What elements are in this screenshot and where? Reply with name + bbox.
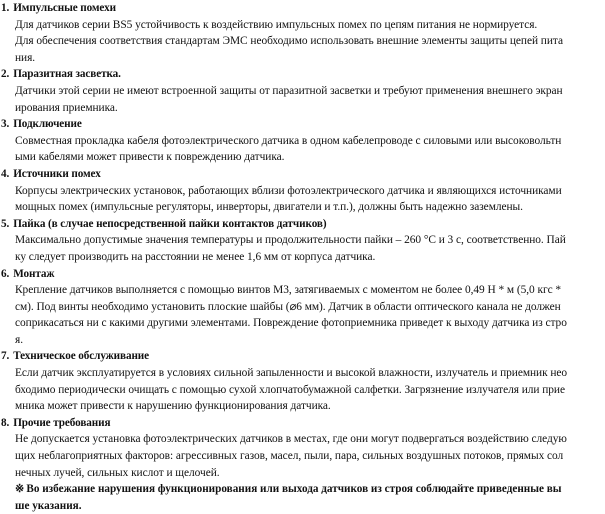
section-number: 2. bbox=[1, 68, 10, 81]
section-body bbox=[15, 17, 605, 67]
section-body bbox=[15, 183, 605, 216]
section-body bbox=[15, 83, 605, 116]
section-heading bbox=[1, 66, 605, 83]
text-line: бходимо периодически очищать с помощью сухой хлопчатобумажной салфетки. Загрязнение излучателя или прие bbox=[15, 383, 565, 396]
section-body bbox=[15, 282, 605, 348]
text-line: Корпусы электрических установок, работающих вблизи фотоэлектрического датчика и являющихся источниками bbox=[15, 184, 562, 197]
text-line: щих неблагоприятных факторов: агрессивных газов, масел, пыли, пара, сильных воздушных потоков, прямых сол bbox=[15, 450, 564, 463]
final-note-line: ше указания. bbox=[15, 499, 82, 512]
section-number: 5. bbox=[1, 217, 10, 230]
text-line: Если датчик эксплуатируется в условиях сильной запыленности и высокой влажности, излучатель и приемник нео bbox=[15, 367, 568, 380]
text-line: нечных лучей, сильных кислот и щелочей. bbox=[15, 466, 220, 479]
text-line: соприкасаться ни с какими другими элементами. Повреждение фотоприемника приведет к выходу датчика из стро bbox=[15, 317, 567, 330]
section-mounting bbox=[1, 266, 605, 349]
section-title: Пайка (в случае непосредственной пайки контактов датчиков) bbox=[13, 217, 327, 230]
text-line: Для обеспечения соответствия стандартам ЭМС необходимо использовать внешние элементы защиты цепей пита bbox=[15, 35, 563, 48]
text-line: Датчики этой серии не имеют встроенной защиты от паразитной засветки и требуют применения внешнего экран bbox=[15, 84, 563, 97]
section-title: Источники помех bbox=[13, 167, 101, 180]
text-line: мощных помех (импульсные регуляторы, инверторы, двигатели и т.п.), должны быть надежно заземлены. bbox=[15, 201, 523, 214]
section-number: 6. bbox=[1, 267, 10, 280]
section-number: 1. bbox=[1, 2, 10, 14]
text-line: Для датчиков серии BS5 устойчивость к воздействию импульсных помех по цепям питания не нормируется. bbox=[15, 18, 538, 31]
text-line: ния. bbox=[15, 51, 36, 64]
section-heading bbox=[1, 348, 605, 365]
section-title: Прочие требования bbox=[13, 416, 111, 429]
section-body bbox=[15, 431, 605, 481]
section-heading bbox=[1, 166, 605, 183]
section-noise-sources bbox=[1, 166, 605, 216]
text-line: Максимально допустимые значения температуры и продолжительности пайки – 260 °С и 3 с, соответственно. Пай bbox=[15, 234, 566, 247]
section-body bbox=[15, 365, 605, 415]
text-line: я. bbox=[15, 333, 23, 346]
text-line: Совместная прокладка кабеля фотоэлектрического датчика в одном кабелепроводе с силовыми или высоковольтн bbox=[15, 134, 562, 147]
final-note-text: Во избежание нарушения функционирования или выхода датчиков из строя соблюдайте приведенные вы bbox=[26, 483, 562, 496]
text-line: ирования приемника. bbox=[15, 101, 118, 114]
section-number: 8. bbox=[1, 416, 10, 429]
section-impulse-noise bbox=[1, 0, 605, 66]
section-connection bbox=[1, 116, 605, 166]
text-line: Крепление датчиков выполняется с помощью винтов М3, затягиваемых с моментом не более 0,49 Н * м (5,0 кгс * bbox=[15, 284, 562, 297]
final-note-line bbox=[15, 481, 605, 498]
text-line: Не допускается установка фотоэлектрических датчиков в местах, где они могут подвергаться воздействию следую bbox=[15, 433, 567, 446]
section-title: Импульсные помехи bbox=[13, 2, 116, 14]
section-title: Подключение bbox=[13, 118, 82, 131]
section-number: 4. bbox=[1, 167, 10, 180]
section-maintenance bbox=[1, 348, 605, 414]
section-soldering bbox=[1, 216, 605, 266]
section-heading bbox=[1, 0, 605, 17]
section-number: 7. bbox=[1, 350, 10, 363]
section-heading bbox=[1, 216, 605, 233]
text-line: мника может привести к нарушению функционирования датчика. bbox=[15, 400, 331, 413]
note-mark-icon: ※ bbox=[15, 483, 25, 496]
section-other-requirements bbox=[1, 415, 605, 481]
section-number: 3. bbox=[1, 118, 10, 131]
section-title: Паразитная засветка. bbox=[13, 68, 121, 81]
section-heading bbox=[1, 415, 605, 432]
text-line: ыми кабелями может привести к повреждению датчика. bbox=[15, 151, 285, 164]
section-body bbox=[15, 133, 605, 166]
text-line: см). Под винты необходимо установить плоские шайбы (⌀6 мм). Датчик в области оптического канала не должен bbox=[15, 300, 561, 313]
section-title: Монтаж bbox=[13, 267, 55, 280]
section-body bbox=[15, 232, 605, 265]
section-stray-light bbox=[1, 66, 605, 116]
section-title: Техническое обслуживание bbox=[13, 350, 150, 363]
section-heading bbox=[1, 116, 605, 133]
text-line: ку следует производить на расстоянии не менее 1,6 мм от корпуса датчика. bbox=[15, 250, 376, 263]
section-heading bbox=[1, 266, 605, 283]
